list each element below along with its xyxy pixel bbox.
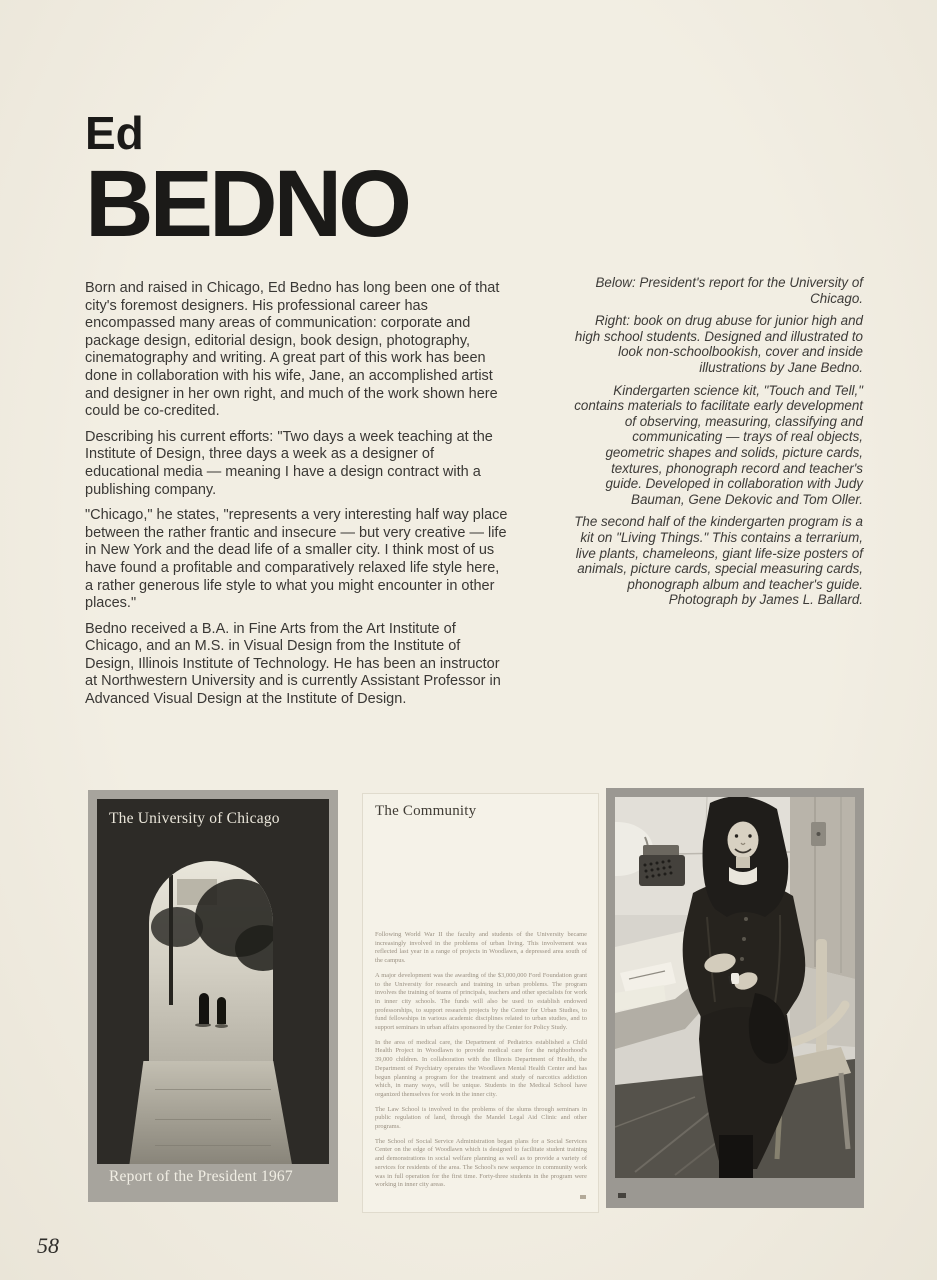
- headline-first-name: Ed: [85, 107, 144, 159]
- community-paragraph: A major development was the awarding of the $3,000,000 Ford Foundation grant to the University for research and training in urban problems. The program involves the training of teams of principals, teachers and other specialists for work in inner city schools. The funds will also be used to establish endowed professorships, to support research projects by the Center for Urban Studies, to fund fellowships in various academic disciplines related to urban studies, and to support seminars in urban affairs sponsored by the Center for Policy Study.: [375, 971, 587, 1032]
- caption-report: Below: President's report for the University of Chicago.: [595, 275, 863, 306]
- community-page-figure: [362, 793, 599, 1213]
- article-paragraph: Describing his current efforts: "Two days a week teaching at the Institute of Design, three days a week as a designer of educational media — meaning I have a design contract with a publishing company.: [85, 428, 493, 498]
- caption-touch-and-tell-kit: Kindergarten science kit, "Touch and Tell," contains materials to facilitate early development of observing, measuring, classifying and communicating — trays of real objects, geometric shapes and solids, picture cards, textures, phonograph record and teacher's guide. Developed in collaboration with Judy Bauman, Gene Dekovic and Tom Oller.: [574, 382, 863, 507]
- tiny-page-number-mark: [580, 1195, 586, 1199]
- page-number: 58: [37, 1233, 59, 1258]
- tree-foliage: [151, 907, 203, 947]
- article-paragraph: Bedno received a B.A. in Fine Arts from the Art Institute of Chicago, and an M.S. in Visual Design from the Institute of Design, Illinois Institute of Technology. He has been an instructor at Northwestern University and is currently Assistant Professor in Advanced Visual Design at the Institute of Design.: [85, 620, 501, 708]
- community-paragraph: In the area of medical care, the Department of Pediatrics established a Child Health Project in Woodlawn to provide medical care for the neighborhood's 39,000 children. In collaboration with the Illinois Department of Health, the Department of Psychiatry operates the Woodlawn Mental Health Center and has begun planning a program for the treatment and study of narcotics addiction which, in many ways, will be unique. Students in the Medical School have organized themselves for work in the inner city.: [375, 1038, 587, 1098]
- article-paragraph: Born and raised in Chicago, Ed Bedno has long been one of that city's foremost designers. His professional career has encompassed many areas of communication: corporate and package design, editorial design, book design, photography, cinematography and writing. A great part of this work has been done in collaboration with his wife, Jane, an accomplished artist and designer in her own right, and much of the work shown here could be co-credited.: [85, 280, 500, 420]
- portrait-photo-illustration: [615, 797, 855, 1178]
- portrait-photo-figure: [606, 788, 864, 1208]
- community-page-title: The Community: [375, 803, 477, 819]
- community-paragraph: The Law School is involved in the problems of the slums through seminars in public regulation of land, through the Mandel Legal Aid Clinic and other programs.: [375, 1105, 587, 1131]
- headline-last-name: BEDNO: [85, 151, 409, 257]
- pedestrian-silhouette: [199, 993, 209, 1024]
- community-paragraph: Following World War II the faculty and students of the University became increasingly involved in the problems of urban living. This involvement was reflected last year in a range of projects in Woodlawn, a depressed area south of the campus.: [375, 931, 587, 965]
- community-page-text: [375, 931, 587, 1196]
- report-cover-title: The University of Chicago: [109, 810, 280, 827]
- archway-photo: [149, 861, 273, 1061]
- pedestrian-silhouette: [217, 997, 226, 1024]
- community-paragraph: The School of Social Service Administration began plans for a Social Services Center on the edge of Woodlawn which is designed to facilitate student training and demonstrations in social welfare planning as well as to provide a variety of services for residents of the area. The School's new sequence in community work was in full operation for the first time. Forty-three students in the program were working in inner city areas.: [375, 1137, 587, 1189]
- pavement: [97, 1061, 329, 1164]
- caption-drug-abuse-book: Right: book on drug abuse for junior high and high school students. Designed and illustrated to look non-schoolbookish, cover and inside illustrations by Jane Bedno.: [574, 313, 863, 375]
- report-cover-art: [97, 799, 329, 1164]
- report-cover-footer: Report of the President 1967: [109, 1168, 293, 1185]
- headline: [85, 107, 409, 257]
- caption-column: [572, 275, 863, 615]
- report-cover-figure: [88, 790, 338, 1202]
- article-body: [85, 280, 509, 717]
- tiny-page-number-mark: [618, 1193, 626, 1198]
- article-paragraph: "Chicago," he states, "represents a very interesting half way place between the rather frantic and insecure — but very creative — life in New York and the dead life of a smaller city. I think most of us have found a profitable and comparatively relaxed life style here, a rather generous life style to what you might encounter in other places.": [85, 507, 508, 612]
- caption-living-things-kit: The second half of the kindergarten program is a kit on "Living Things." This contains a terrarium, live plants, chameleons, giant life-size posters of animals, picture cards, special measuring cards, phonograph album and teacher's guide. Photograph by James L. Ballard.: [574, 514, 863, 608]
- portrait-photo: [615, 797, 855, 1178]
